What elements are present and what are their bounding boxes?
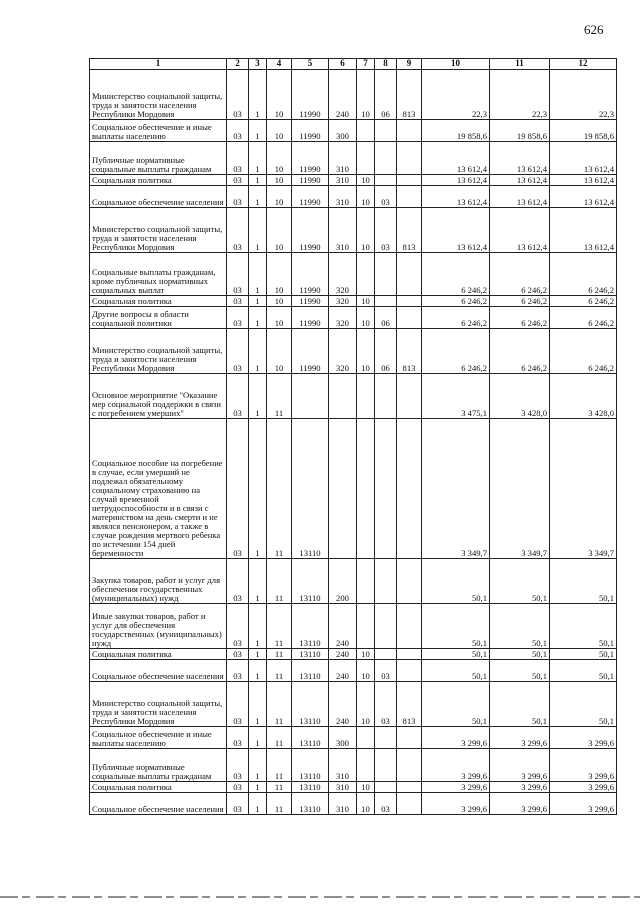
row-label: Основное мероприятие "Оказание мер социальной поддержки в связи с погребением умерших" (90, 374, 227, 419)
row-cell-10: 50,1 (422, 660, 490, 682)
row-cell-10: 3 299,6 (422, 793, 490, 815)
row-cell-9 (397, 374, 422, 419)
row-label: Иные закупки товаров, работ и услуг для обеспечения государственных (муниципальных) нужд (90, 604, 227, 649)
row-label: Социальное обеспечение и иные выплаты населению (90, 727, 227, 749)
row-cell-4: 10 (267, 120, 292, 142)
row-cell-5: 11990 (292, 208, 329, 253)
row-cell-12: 13 612,4 (550, 208, 617, 253)
row-cell-6: 240 (329, 604, 357, 649)
row-cell-7: 10 (357, 186, 375, 208)
table-row (90, 682, 617, 727)
row-cell-6: 320 (329, 296, 357, 307)
row-cell-11: 50,1 (490, 682, 550, 727)
budget-table (89, 58, 617, 815)
row-cell-8 (375, 727, 397, 749)
row-label: Социальные выплаты гражданам, кроме публичных нормативных социальных выплат (90, 253, 227, 296)
row-cell-9: 813 (397, 70, 422, 120)
row-cell-12: 22,3 (550, 70, 617, 120)
row-cell-10: 22,3 (422, 70, 490, 120)
col-header: 7 (357, 59, 375, 70)
row-cell-8: 06 (375, 307, 397, 329)
row-cell-8 (375, 782, 397, 793)
row-cell-3: 1 (249, 749, 267, 782)
row-cell-6: 310 (329, 208, 357, 253)
row-cell-9 (397, 175, 422, 186)
row-cell-9: 813 (397, 329, 422, 374)
row-cell-12: 6 246,2 (550, 253, 617, 296)
table-row (90, 296, 617, 307)
row-cell-12: 3 349,7 (550, 419, 617, 559)
row-cell-4: 11 (267, 604, 292, 649)
row-cell-4: 10 (267, 296, 292, 307)
row-cell-3: 1 (249, 660, 267, 682)
table-row (90, 186, 617, 208)
row-cell-6: 310 (329, 186, 357, 208)
row-cell-11: 50,1 (490, 649, 550, 660)
col-header: 8 (375, 59, 397, 70)
row-cell-8 (375, 142, 397, 175)
row-cell-3: 1 (249, 70, 267, 120)
col-header: 4 (267, 59, 292, 70)
row-cell-6: 300 (329, 120, 357, 142)
row-cell-11: 6 246,2 (490, 296, 550, 307)
row-cell-5: 13110 (292, 604, 329, 649)
row-cell-5: 13110 (292, 660, 329, 682)
row-cell-8 (375, 374, 397, 419)
row-cell-4: 11 (267, 559, 292, 604)
row-cell-4: 11 (267, 660, 292, 682)
row-cell-5: 13110 (292, 419, 329, 559)
row-cell-2: 03 (227, 419, 249, 559)
row-cell-7 (357, 559, 375, 604)
row-cell-6: 310 (329, 175, 357, 186)
row-cell-10: 3 299,6 (422, 749, 490, 782)
row-cell-10: 13 612,4 (422, 142, 490, 175)
col-header: 10 (422, 59, 490, 70)
col-header: 2 (227, 59, 249, 70)
row-cell-9 (397, 307, 422, 329)
row-label: Публичные нормативные социальные выплаты гражданам (90, 749, 227, 782)
table-row (90, 559, 617, 604)
row-cell-2: 03 (227, 749, 249, 782)
row-cell-8 (375, 749, 397, 782)
row-cell-2: 03 (227, 604, 249, 649)
row-cell-9 (397, 793, 422, 815)
row-cell-5: 11990 (292, 329, 329, 374)
row-cell-9: 813 (397, 208, 422, 253)
table-row (90, 70, 617, 120)
row-cell-8: 06 (375, 70, 397, 120)
row-cell-12: 6 246,2 (550, 329, 617, 374)
row-cell-6: 320 (329, 307, 357, 329)
col-header: 5 (292, 59, 329, 70)
row-cell-4: 11 (267, 727, 292, 749)
row-cell-9 (397, 142, 422, 175)
row-cell-5: 11990 (292, 253, 329, 296)
row-cell-8: 03 (375, 186, 397, 208)
row-label: Социальная политика (90, 649, 227, 660)
row-label: Закупка товаров, работ и услуг для обеспечения государственных (муниципальных) нужд (90, 559, 227, 604)
row-cell-5: 11990 (292, 296, 329, 307)
row-cell-7 (357, 727, 375, 749)
row-cell-5: 13110 (292, 649, 329, 660)
row-cell-5: 11990 (292, 70, 329, 120)
row-cell-5: 11990 (292, 142, 329, 175)
col-header: 6 (329, 59, 357, 70)
row-cell-9 (397, 660, 422, 682)
row-cell-2: 03 (227, 253, 249, 296)
row-label: Министерство социальной защиты, труда и занятости населения Республики Мордовия (90, 70, 227, 120)
row-cell-9 (397, 727, 422, 749)
col-header: 11 (490, 59, 550, 70)
row-cell-9 (397, 186, 422, 208)
row-label: Социальная политика (90, 296, 227, 307)
row-cell-12: 6 246,2 (550, 307, 617, 329)
row-cell-6: 310 (329, 749, 357, 782)
col-header: 12 (550, 59, 617, 70)
row-cell-2: 03 (227, 727, 249, 749)
row-cell-9: 813 (397, 682, 422, 727)
row-cell-11: 50,1 (490, 559, 550, 604)
row-cell-3: 1 (249, 253, 267, 296)
row-cell-11: 6 246,2 (490, 329, 550, 374)
row-cell-2: 03 (227, 186, 249, 208)
row-label: Министерство социальной защиты, труда и занятости населения Республики Мордовия (90, 329, 227, 374)
row-cell-6: 320 (329, 253, 357, 296)
row-cell-2: 03 (227, 559, 249, 604)
table-row (90, 307, 617, 329)
row-cell-2: 03 (227, 782, 249, 793)
row-cell-4: 11 (267, 793, 292, 815)
row-label: Министерство социальной защиты, труда и занятости населения Республики Мордовия (90, 682, 227, 727)
col-header: 9 (397, 59, 422, 70)
row-cell-11: 22,3 (490, 70, 550, 120)
row-cell-11: 3 299,6 (490, 782, 550, 793)
row-cell-7 (357, 604, 375, 649)
row-cell-5: 11990 (292, 186, 329, 208)
row-label: Социальное пособие на погребение в случае, если умерший не подлежал обязательному социальному страхованию на случай временной нетрудоспособности и в связи с материнством на день смерти и не являлся пенсионером, а также в случае рождения мертвого ребенка по истечении 154 дней беременности (90, 419, 227, 559)
row-cell-12: 3 299,6 (550, 782, 617, 793)
row-cell-10: 3 349,7 (422, 419, 490, 559)
row-cell-12: 6 246,2 (550, 296, 617, 307)
row-cell-7: 10 (357, 649, 375, 660)
scan-edge-divider (0, 896, 640, 898)
row-cell-8 (375, 175, 397, 186)
row-cell-3: 1 (249, 186, 267, 208)
row-cell-3: 1 (249, 208, 267, 253)
row-cell-4: 10 (267, 329, 292, 374)
row-cell-4: 10 (267, 307, 292, 329)
row-cell-7 (357, 142, 375, 175)
page-number: 626 (584, 22, 604, 37)
row-cell-7 (357, 253, 375, 296)
row-cell-10: 6 246,2 (422, 307, 490, 329)
header-row (90, 59, 617, 70)
row-cell-3: 1 (249, 374, 267, 419)
row-cell-7: 10 (357, 782, 375, 793)
row-cell-3: 1 (249, 296, 267, 307)
row-cell-7 (357, 419, 375, 559)
row-cell-4: 10 (267, 208, 292, 253)
row-cell-8 (375, 649, 397, 660)
row-cell-3: 1 (249, 175, 267, 186)
row-cell-9 (397, 782, 422, 793)
row-cell-7 (357, 749, 375, 782)
row-cell-9 (397, 649, 422, 660)
row-cell-11: 13 612,4 (490, 186, 550, 208)
row-cell-4: 11 (267, 374, 292, 419)
row-cell-11: 13 612,4 (490, 175, 550, 186)
row-cell-12: 3 299,6 (550, 793, 617, 815)
row-cell-7: 10 (357, 70, 375, 120)
row-cell-3: 1 (249, 559, 267, 604)
row-label: Другие вопросы в области социальной политики (90, 307, 227, 329)
row-cell-6: 240 (329, 70, 357, 120)
table-row (90, 660, 617, 682)
row-cell-12: 50,1 (550, 559, 617, 604)
row-cell-12: 50,1 (550, 649, 617, 660)
row-cell-10: 6 246,2 (422, 296, 490, 307)
row-cell-6: 310 (329, 782, 357, 793)
row-cell-10: 3 299,6 (422, 782, 490, 793)
row-cell-11: 13 612,4 (490, 208, 550, 253)
row-cell-10: 50,1 (422, 682, 490, 727)
row-cell-9 (397, 419, 422, 559)
row-cell-2: 03 (227, 142, 249, 175)
row-cell-2: 03 (227, 307, 249, 329)
row-cell-5: 13110 (292, 682, 329, 727)
table-row (90, 120, 617, 142)
row-cell-2: 03 (227, 682, 249, 727)
row-cell-7: 10 (357, 296, 375, 307)
row-label: Социальная политика (90, 175, 227, 186)
row-cell-7: 10 (357, 307, 375, 329)
row-cell-11: 6 246,2 (490, 253, 550, 296)
row-cell-6: 310 (329, 793, 357, 815)
row-cell-4: 11 (267, 649, 292, 660)
row-cell-8: 03 (375, 793, 397, 815)
row-cell-2: 03 (227, 70, 249, 120)
row-cell-9 (397, 120, 422, 142)
row-cell-11: 50,1 (490, 604, 550, 649)
row-cell-6 (329, 419, 357, 559)
row-cell-11: 19 858,6 (490, 120, 550, 142)
row-cell-2: 03 (227, 175, 249, 186)
row-cell-9 (397, 296, 422, 307)
row-cell-4: 11 (267, 782, 292, 793)
table-row (90, 208, 617, 253)
row-cell-12: 13 612,4 (550, 142, 617, 175)
row-cell-11: 3 299,6 (490, 727, 550, 749)
table-body (90, 70, 617, 815)
row-cell-6: 320 (329, 329, 357, 374)
row-cell-2: 03 (227, 374, 249, 419)
row-cell-11: 50,1 (490, 660, 550, 682)
row-cell-2: 03 (227, 649, 249, 660)
row-cell-11: 6 246,2 (490, 307, 550, 329)
row-cell-8: 03 (375, 208, 397, 253)
table-row (90, 175, 617, 186)
row-cell-2: 03 (227, 208, 249, 253)
row-cell-7: 10 (357, 793, 375, 815)
row-cell-11: 3 299,6 (490, 793, 550, 815)
row-cell-11: 13 612,4 (490, 142, 550, 175)
row-label: Министерство социальной защиты, труда и занятости населения Республики Мордовия (90, 208, 227, 253)
row-cell-5: 13110 (292, 559, 329, 604)
row-cell-4: 10 (267, 186, 292, 208)
row-cell-6: 240 (329, 682, 357, 727)
row-cell-8 (375, 604, 397, 649)
row-cell-12: 3 299,6 (550, 749, 617, 782)
table-row (90, 253, 617, 296)
row-cell-2: 03 (227, 660, 249, 682)
table-row (90, 419, 617, 559)
row-cell-5: 11990 (292, 120, 329, 142)
row-cell-5: 11990 (292, 307, 329, 329)
row-cell-5: 13110 (292, 793, 329, 815)
row-cell-3: 1 (249, 419, 267, 559)
row-cell-6: 200 (329, 559, 357, 604)
row-cell-6: 310 (329, 142, 357, 175)
row-cell-9 (397, 604, 422, 649)
row-cell-6: 300 (329, 727, 357, 749)
col-header: 3 (249, 59, 267, 70)
row-cell-6 (329, 374, 357, 419)
row-cell-3: 1 (249, 604, 267, 649)
row-cell-4: 10 (267, 70, 292, 120)
row-cell-8 (375, 559, 397, 604)
row-cell-4: 11 (267, 419, 292, 559)
row-cell-3: 1 (249, 793, 267, 815)
row-cell-4: 10 (267, 142, 292, 175)
row-cell-10: 50,1 (422, 559, 490, 604)
table-row (90, 782, 617, 793)
row-cell-8 (375, 120, 397, 142)
row-cell-12: 3 428,0 (550, 374, 617, 419)
row-cell-10: 3 299,6 (422, 727, 490, 749)
row-cell-11: 3 299,6 (490, 749, 550, 782)
row-cell-3: 1 (249, 782, 267, 793)
row-cell-7: 10 (357, 208, 375, 253)
row-cell-3: 1 (249, 649, 267, 660)
row-cell-7: 10 (357, 660, 375, 682)
row-label: Социальная политика (90, 782, 227, 793)
table-row (90, 649, 617, 660)
table-row (90, 727, 617, 749)
row-cell-10: 13 612,4 (422, 208, 490, 253)
table-row (90, 374, 617, 419)
row-cell-12: 13 612,4 (550, 175, 617, 186)
row-label: Публичные нормативные социальные выплаты гражданам (90, 142, 227, 175)
row-cell-4: 10 (267, 175, 292, 186)
row-cell-10: 19 858,6 (422, 120, 490, 142)
table-row (90, 749, 617, 782)
row-cell-12: 13 612,4 (550, 186, 617, 208)
row-cell-5: 13110 (292, 749, 329, 782)
col-header: 1 (90, 59, 227, 70)
row-cell-12: 50,1 (550, 682, 617, 727)
row-cell-7: 10 (357, 682, 375, 727)
row-cell-11: 3 428,0 (490, 374, 550, 419)
row-cell-10: 50,1 (422, 604, 490, 649)
row-cell-12: 19 858,6 (550, 120, 617, 142)
row-cell-8 (375, 419, 397, 559)
row-cell-3: 1 (249, 307, 267, 329)
row-cell-10: 3 475,1 (422, 374, 490, 419)
row-cell-10: 13 612,4 (422, 175, 490, 186)
row-cell-8: 06 (375, 329, 397, 374)
row-cell-9 (397, 253, 422, 296)
row-cell-2: 03 (227, 296, 249, 307)
row-cell-7: 10 (357, 329, 375, 374)
row-cell-10: 13 612,4 (422, 186, 490, 208)
row-cell-7: 10 (357, 175, 375, 186)
row-cell-10: 6 246,2 (422, 329, 490, 374)
row-cell-7 (357, 374, 375, 419)
table-row (90, 142, 617, 175)
row-cell-8: 03 (375, 660, 397, 682)
row-cell-10: 6 246,2 (422, 253, 490, 296)
row-label: Социальное обеспечение населения (90, 186, 227, 208)
row-cell-3: 1 (249, 142, 267, 175)
row-cell-5: 13110 (292, 727, 329, 749)
table-row (90, 604, 617, 649)
row-cell-11: 3 349,7 (490, 419, 550, 559)
row-cell-5: 11990 (292, 175, 329, 186)
row-cell-9 (397, 749, 422, 782)
row-cell-4: 11 (267, 682, 292, 727)
row-cell-2: 03 (227, 120, 249, 142)
row-cell-10: 50,1 (422, 649, 490, 660)
row-label: Социальное обеспечение и иные выплаты населению (90, 120, 227, 142)
row-cell-3: 1 (249, 120, 267, 142)
row-cell-2: 03 (227, 793, 249, 815)
row-cell-3: 1 (249, 682, 267, 727)
row-cell-7 (357, 120, 375, 142)
row-cell-6: 240 (329, 660, 357, 682)
row-cell-3: 1 (249, 727, 267, 749)
row-cell-4: 11 (267, 749, 292, 782)
row-cell-8 (375, 296, 397, 307)
table-row (90, 329, 617, 374)
row-cell-3: 1 (249, 329, 267, 374)
row-cell-6: 240 (329, 649, 357, 660)
row-label: Социальное обеспечение населения (90, 660, 227, 682)
row-cell-8 (375, 253, 397, 296)
row-cell-8: 03 (375, 682, 397, 727)
row-cell-12: 50,1 (550, 604, 617, 649)
row-cell-2: 03 (227, 329, 249, 374)
row-cell-12: 3 299,6 (550, 727, 617, 749)
row-cell-9 (397, 559, 422, 604)
row-label: Социальное обеспечение населения (90, 793, 227, 815)
table-row (90, 793, 617, 815)
row-cell-12: 50,1 (550, 660, 617, 682)
row-cell-5: 13110 (292, 782, 329, 793)
row-cell-4: 10 (267, 253, 292, 296)
row-cell-5 (292, 374, 329, 419)
